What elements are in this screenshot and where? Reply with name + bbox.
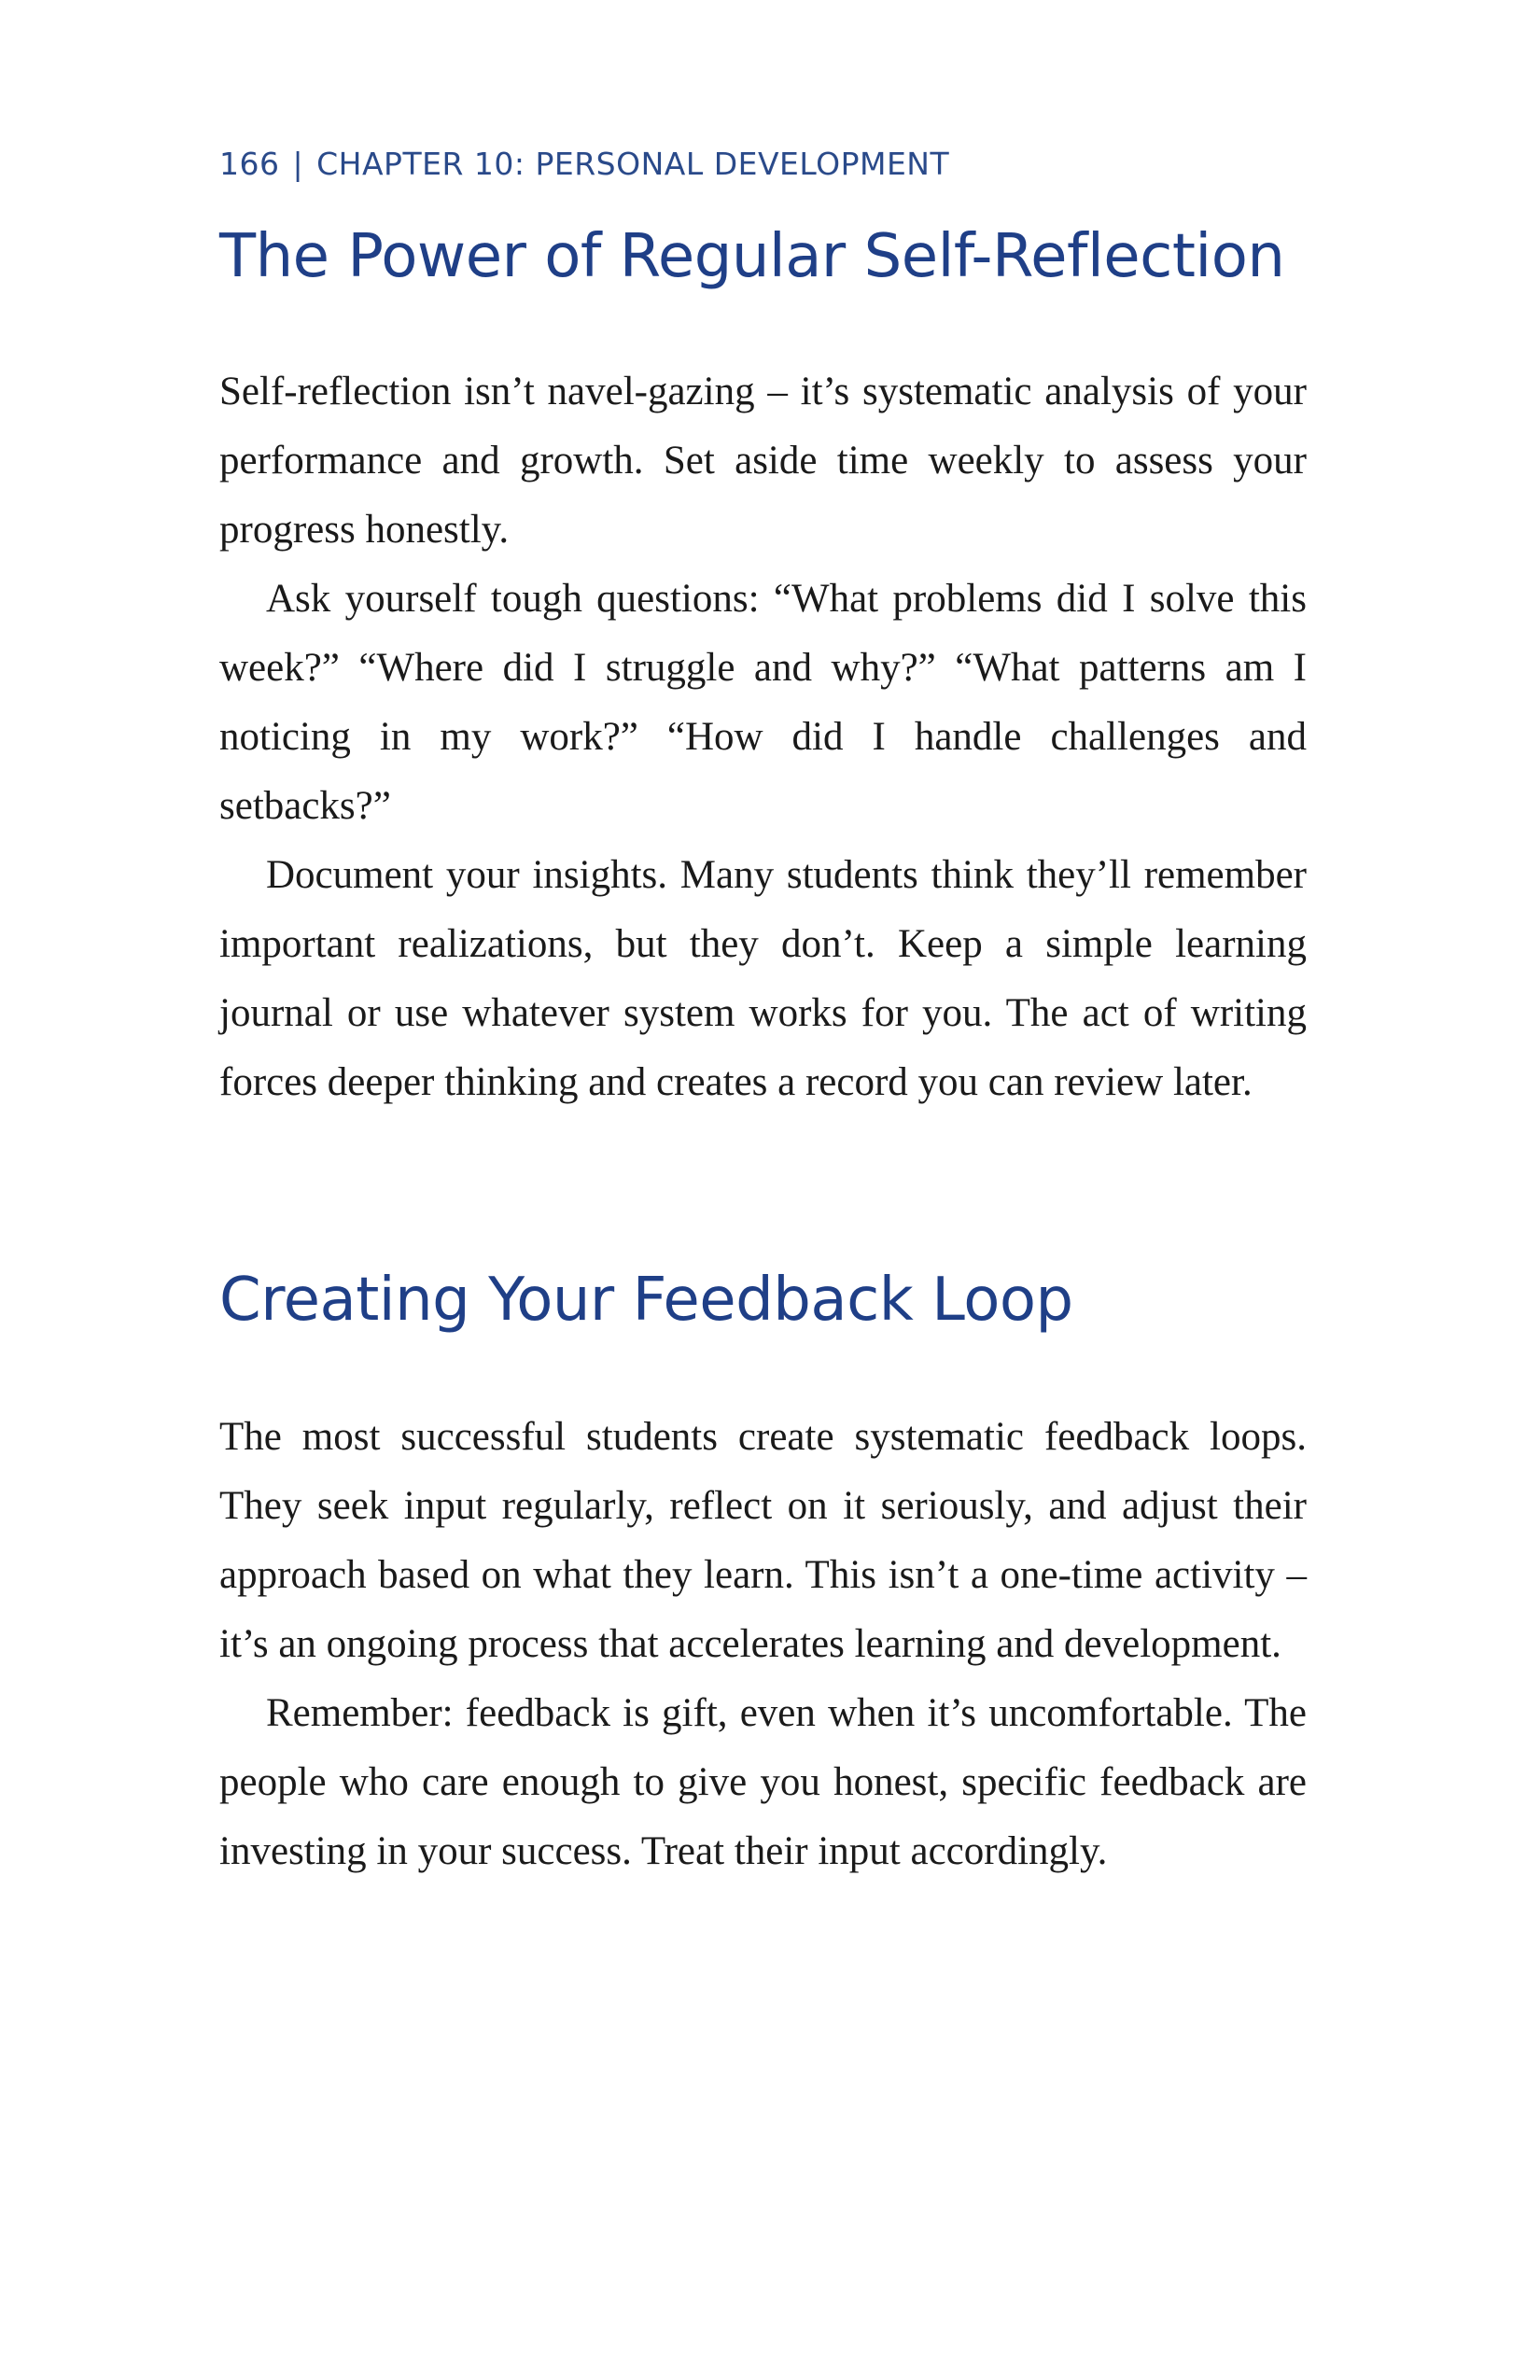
body-paragraph: Ask yourself tough questions: “What problems did I solve this week?” “Where did I struggle and why?” “What patterns am I noticing in my work?” “How did I handle challenges and setbacks?” — [219, 577, 1307, 828]
section-body-self-reflection — [219, 357, 1307, 1117]
body-paragraph: Document your insights. Many students think they’ll remember important realizations, but they don’t. Keep a simple learning journal or use whatever system works for you. The act of writing forces deeper thinking and creates a record you can review later. — [219, 853, 1307, 1104]
body-paragraph: The most successful students create systematic feedback loops. They seek input regularly, reflect on it seriously, and adjust their approach based on what they learn. This isn’t a one-time activity – it’s an ongoing process that accelerates learning and development. — [219, 1415, 1307, 1666]
body-paragraph: Remember: feedback is gift, even when it’s uncomfortable. The people who care enough to give you honest, specific feedback are investing in your success. Treat their input accordingly. — [219, 1691, 1307, 1873]
body-paragraph: Self-reflection isn’t navel-gazing – it’s systematic analysis of your performance and growth. Set aside time weekly to assess your progress honestly. — [219, 370, 1307, 552]
section-heading-feedback-loop: Creating Your Feedback Loop — [219, 1266, 1073, 1335]
section-body-feedback-loop — [219, 1403, 1307, 1886]
section-heading-self-reflection: The Power of Regular Self-Reflection — [219, 222, 1285, 291]
header-separator: | — [292, 146, 304, 182]
page-number: 166 — [219, 146, 280, 182]
chapter-title: CHAPTER 10: PERSONAL DEVELOPMENT — [316, 146, 950, 182]
running-header — [219, 146, 949, 182]
